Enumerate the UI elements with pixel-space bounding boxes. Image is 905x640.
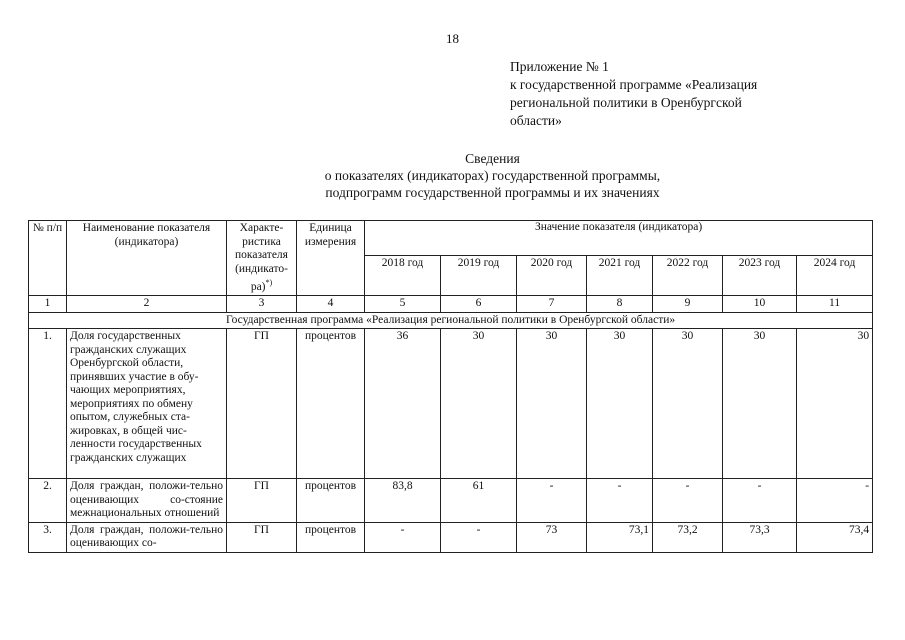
header-num: № п/п [29,221,67,296]
table-row [29,329,873,479]
header-year-2023: 2023 год [723,256,797,296]
row-value: 30 [441,329,517,479]
row-value: 61 [441,479,517,523]
title-line-2: о показателях (индикаторах) государственной программы, [324,168,661,183]
row-name: Доля государственных гражданских служащих Оренбургской области, принявших участие в обу-чающих мероприятиях, мероприятиях по обмену опытом, служебных ста-жировках, в общей чис-ленности государственных гражданских служащих [67,329,227,479]
section-row [29,312,873,329]
row-value: 30 [653,329,723,479]
column-number: 5 [365,296,441,313]
row-value: 73 [517,522,587,552]
header-year-2022: 2022 год [653,256,723,296]
header-year-2020: 2020 год [517,256,587,296]
column-number: 1 [29,296,67,313]
column-number: 6 [441,296,517,313]
row-name: Доля граждан, положи-тельно оценивающих со-стояние межнациональных отношений [67,479,227,523]
header-characteristic [227,221,297,296]
title-line-3: подпрограмм государственной программы и их значениях [325,185,660,200]
row-num: 3. [29,522,67,552]
row-value: - [653,479,723,523]
header-char-line-4: (индикато- [235,262,288,275]
row-value: 73,1 [587,522,653,552]
row-char: ГП [227,329,297,479]
column-number: 2 [67,296,227,313]
header-char-line-2: ристика [242,235,281,248]
row-value: - [797,479,873,523]
column-number-row [29,296,873,313]
row-unit: процентов [297,479,365,523]
header-unit: Единица измерения [297,221,365,296]
row-name: Доля граждан, положи-тельно оценивающих со- [67,522,227,552]
header-value-group: Значение показателя (индикатора) [365,221,873,256]
row-value: - [441,522,517,552]
appendix-line-2: к государственной программе «Реализация [510,77,758,92]
indicators-table [28,220,873,553]
row-value: 30 [797,329,873,479]
column-number: 11 [797,296,873,313]
row-num: 2. [29,479,67,523]
row-value: 73,4 [797,522,873,552]
appendix-line-3: региональной политики в Оренбургской [510,95,742,110]
column-number: 8 [587,296,653,313]
row-num: 1. [29,329,67,479]
header-year-2024: 2024 год [797,256,873,296]
header-char-line-5: ра) [250,280,266,293]
row-value: 73,3 [723,522,797,552]
row-value: - [587,479,653,523]
row-value: 36 [365,329,441,479]
column-number: 7 [517,296,587,313]
row-char: ГП [227,479,297,523]
document-title [0,150,905,201]
page-number: 18 [446,31,459,46]
header-year-2021: 2021 год [587,256,653,296]
row-char: ГП [227,522,297,552]
column-number: 10 [723,296,797,313]
row-value: - [723,479,797,523]
row-value: 30 [723,329,797,479]
row-value: 30 [587,329,653,479]
appendix-note [510,58,870,130]
column-number: 3 [227,296,297,313]
row-value: - [365,522,441,552]
header-year-2019: 2019 год [441,256,517,296]
column-number: 9 [653,296,723,313]
table-row [29,479,873,523]
row-unit: процентов [297,329,365,479]
header-year-2018: 2018 год [365,256,441,296]
header-name: Наименование показателя (индикатора) [67,221,227,296]
appendix-line-1: Приложение № 1 [510,59,609,74]
column-number: 4 [297,296,365,313]
row-unit: процентов [297,522,365,552]
header-char-line-3: показателя [235,249,288,261]
table-row [29,522,873,552]
row-value: 73,2 [653,522,723,552]
row-value: 83,8 [365,479,441,523]
section-title: Государственная программа «Реализация региональной политики в Оренбургской области» [29,312,873,329]
row-value: 30 [517,329,587,479]
row-value: - [517,479,587,523]
title-line-1: Сведения [465,151,520,166]
header-char-line-1: Характе- [239,222,284,234]
appendix-line-4: области» [510,113,562,128]
footnote-mark: *) [265,278,273,287]
header-row-1 [29,221,873,256]
